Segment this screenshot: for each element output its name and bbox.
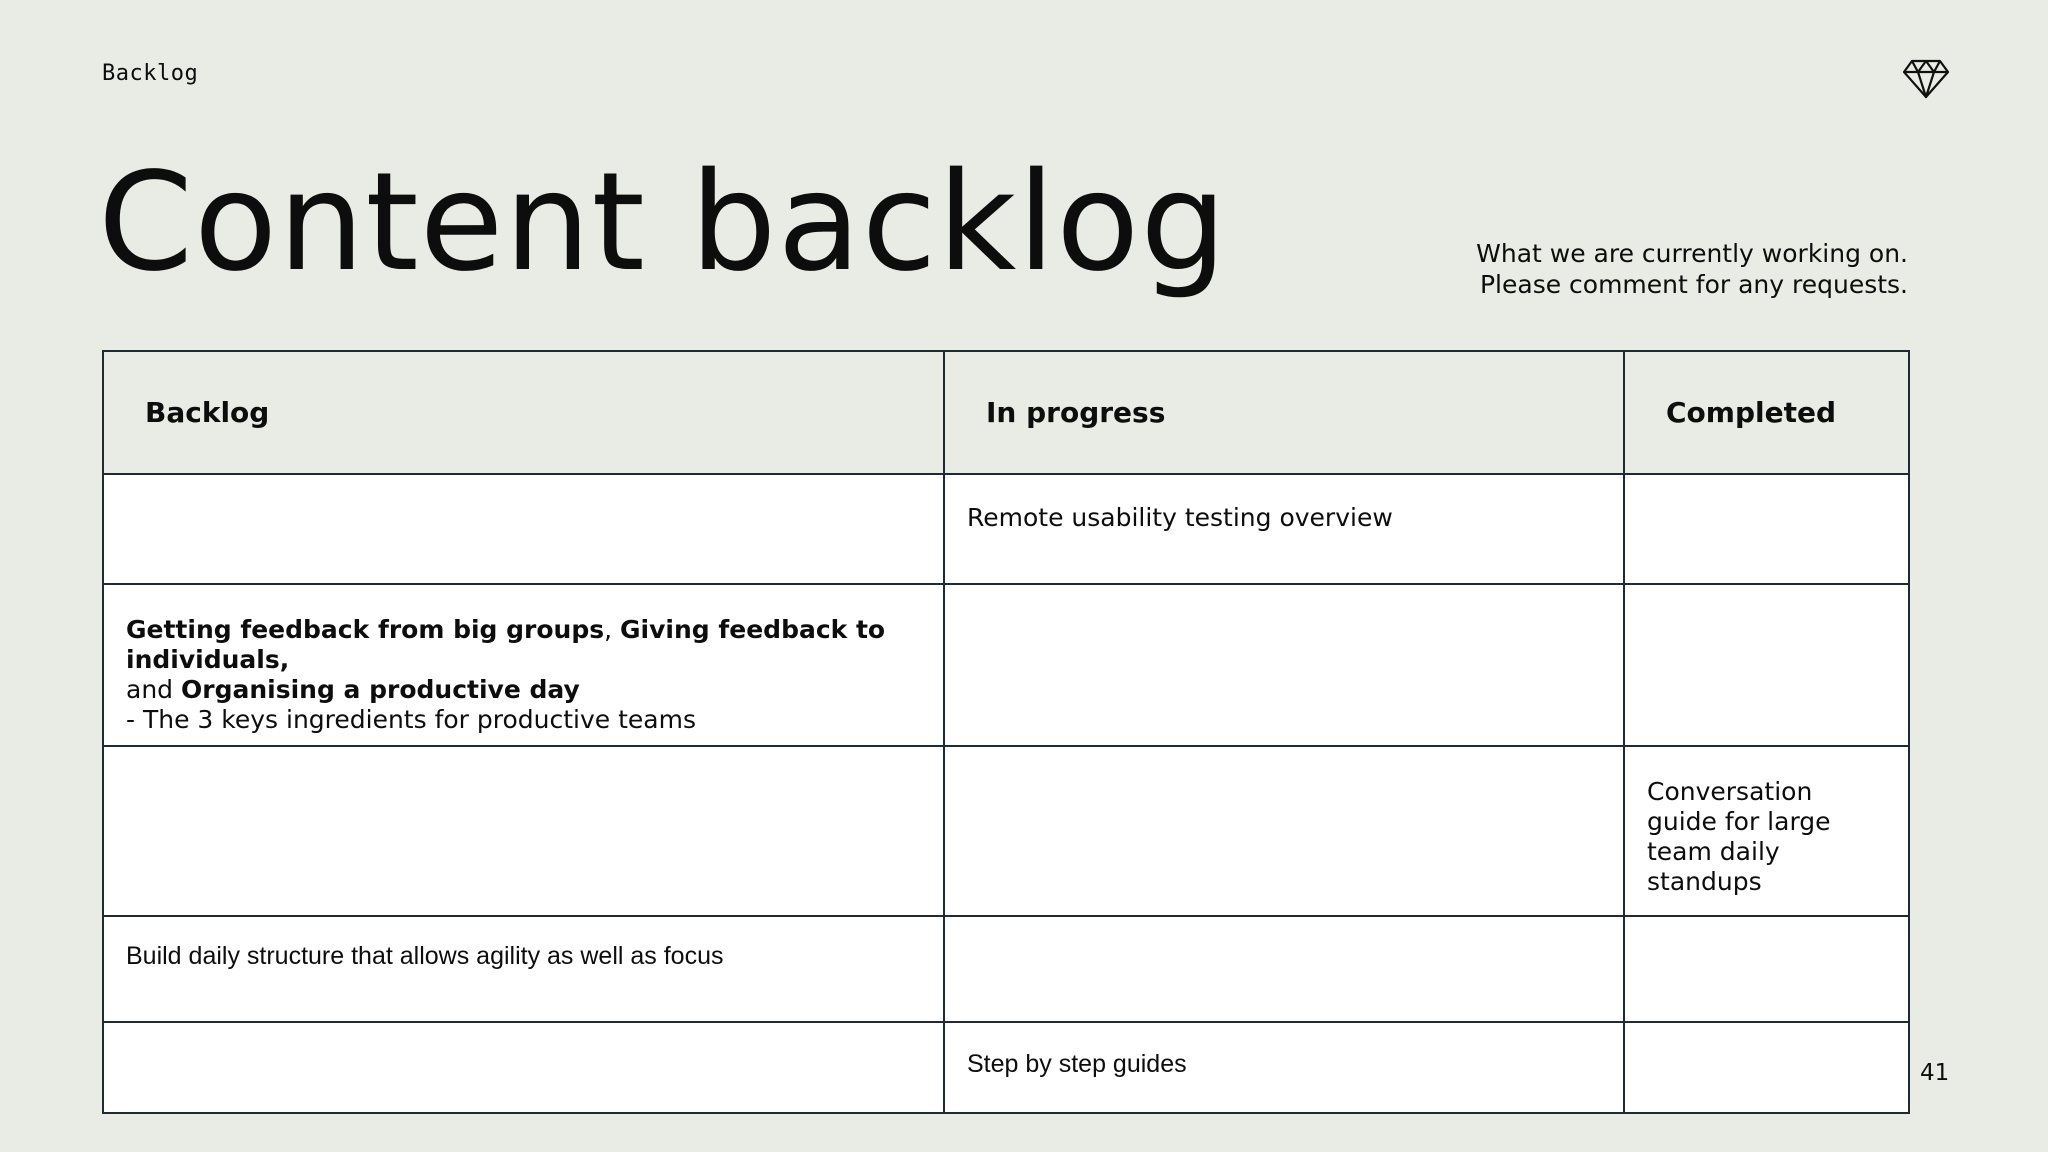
table-row — [103, 584, 1909, 746]
page-title: Content backlog — [98, 144, 1228, 302]
backlog-item-separator: , — [604, 615, 621, 644]
backlog-item-bullet: - The 3 keys ingredients for productive teams — [126, 705, 697, 734]
completed-cell — [1624, 1022, 1909, 1113]
diamond-icon — [1902, 58, 1950, 100]
content-board-table — [102, 350, 1910, 1114]
backlog-cell: Build daily structure that allows agility as well as focus — [103, 916, 944, 1022]
in-progress-cell — [944, 746, 1624, 916]
backlog-cell — [103, 746, 944, 916]
table-row — [103, 1022, 1909, 1113]
backlog-item-title: Getting feedback from big groups — [126, 615, 605, 644]
backlog-item-conjunction: and — [126, 675, 181, 704]
subtitle-line-1: What we are currently working on. — [1476, 239, 1908, 268]
table-header-row — [103, 351, 1909, 474]
completed-cell — [1624, 474, 1909, 584]
column-header-backlog: Backlog — [103, 351, 944, 474]
backlog-cell — [103, 584, 944, 746]
backlog-item-title: Giving feedback to individuals, — [126, 615, 886, 674]
backlog-cell — [103, 1022, 944, 1113]
table-row — [103, 474, 1909, 584]
completed-cell: Conversation guide for large team daily standups — [1624, 746, 1909, 916]
completed-cell — [1624, 916, 1909, 1022]
backlog-item-title: Organising a productive day — [180, 675, 580, 704]
table-row — [103, 746, 1909, 916]
table-row — [103, 916, 1909, 1022]
completed-cell — [1624, 584, 1909, 746]
column-header-completed: Completed — [1624, 351, 1909, 474]
column-header-in-progress: In progress — [944, 351, 1624, 474]
in-progress-cell — [944, 584, 1624, 746]
in-progress-cell: Step by step guides — [944, 1022, 1624, 1113]
in-progress-cell: Remote usability testing overview — [944, 474, 1624, 584]
subtitle-line-2: Please comment for any requests. — [1479, 270, 1908, 299]
backlog-cell — [103, 474, 944, 584]
in-progress-cell — [944, 916, 1624, 1022]
page-number: 41 — [1920, 1060, 1950, 1086]
section-label: Backlog — [102, 61, 199, 86]
page-subtitle — [1476, 238, 1908, 300]
